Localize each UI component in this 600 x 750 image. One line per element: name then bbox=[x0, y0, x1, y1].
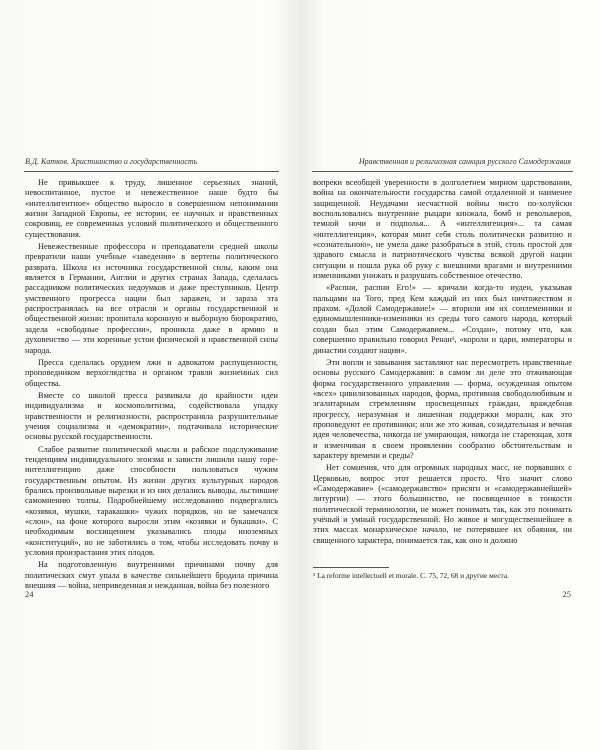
paragraph: Не привыкшее к труду, лишенное серьезных знаний, невоспитанное, пустое и невежественное наше будто бы «интеллигентное» общество выросло в совершенном непонимании жизни Западной Европы, ее истории, ее научных и нравственных сокровищ, ее современных условий политического и общественного существования. bbox=[25, 178, 278, 239]
right-body-text bbox=[313, 178, 572, 548]
paragraph: Невежественные профессора и преподаватели средней школы превратили наши учебные «заведения» в вертепы политического разврата. Школа из источника государственной силы, каким она является в Германии, Англии и других странах Запада, сделалась рассадником политических недоумков и даже преступников. Центр умственного прогресса нации был заражен, и зараза эта распространялась на все отрасли и органы государственной и общественной жизни: пропитала коронную и выборную бюрократию, задела «свободные профессии», проникла даже в армию и духовенство — эти коренные устои физической и нравственной силы народа. bbox=[25, 242, 278, 355]
paragraph: На подготовленную внутренними причинами почву для политических смут упала в качестве сильнейшего бродила причина внешняя — война, неприведенная и нежданная, война без полезного bbox=[25, 560, 278, 591]
paragraph: Слабое развитие политической мысли и рабское подслуживание тенденциям индивидуального эгоизма и зависти лишили нашу горе-интеллигенцию даже способности пользоваться чужим государственным опытом. Из жизни других культурных народов брались произвольные вырезки и из них делались выводы, льстившие самомнению толпы. Подробнейшему исследованию подвергались «козявки, мушки, таракашки» чужих порядков, но не замечался «слон», на фоне которого выросли этим «козявки и букашки». С необходимым восхищением указывались плоды иноземных «конституций», но не заботились о том, чтобы исследовать почву и условия произрастания этих плодов. bbox=[25, 444, 278, 558]
paragraph: Эти вопли и завывания заставляют нас пересмотреть нравственные основы русского Самодержавия: в самом ли деле это отживающая форма государственного управления — форма, осужденная опытом «всех» цивилизованных народов, форма, противная свободолюбивым и эгалитарным стремлениям просвещенных граждан, враждебная прогрессу, неразумная и лишенная поддержки морали, как это проповедуют ее противники; или же это живая, созидательная и вечная идея человечества, никогда не умирающая, никогда не стареющая, хотя и изменчивая в своем проявлении сообразно обстоятельствам и характеру времени и среды? bbox=[313, 357, 572, 460]
left-header-rule bbox=[24, 171, 279, 172]
paragraph: Вместе со школой пресса развивала до крайности идеи индивидуализма и космополитизма, содействовала упадку нравственности и религиозности, распространяла разрушительные учения социализма и «демократии», подтачивала исторические основы русской государственности. bbox=[25, 390, 278, 442]
left-page-number: 24 bbox=[25, 589, 34, 599]
paragraph: «Распни, распни Его!» — кричали когда-то иудеи, указывая пальцами на Того, пред Кем каждый из них был ничтожеством и прахом. «Долой Самодержавие!» — вторили им их соплеменники и единомышленники-изменники из среды того самого народа, который создан был этим Самодержавием... «Создан», потому что, как совершенно правильно говорил Ренан¹, «короли и цари, императоры и династии создают нации». bbox=[313, 283, 572, 355]
right-page bbox=[300, 0, 600, 750]
footnote-rule bbox=[313, 567, 389, 568]
right-page-number: 25 bbox=[562, 589, 571, 599]
paragraph: Пресса сделалась орудием лжи и адвокатом распущенности, проповедником верхоглядства и органом травли жизненных сил общества. bbox=[25, 357, 278, 388]
left-body-text bbox=[25, 178, 278, 593]
right-header-rule bbox=[312, 171, 573, 172]
footnote: ¹ La reforme intellectuell et morale. С. 75, 72, 68 и другие места. bbox=[313, 571, 509, 580]
left-running-head: В.Д. Катков. Христианство и государственность bbox=[25, 157, 198, 166]
paragraph: Нет сомнения, что для огромных народных масс, не порвавших с Церковью, вопрос этот решается просто. Что значит слово «Самодержавие» («самодержавство» присягн и «самодержавнейшей» литургии) — этого большинство, не посвященное в тонкости политической терминологии, не может понимать так, как это понимать учёный и умный государственной. Но живое и могущественнейшее в этих массах монархическое начало, не потерявшее их обаяния, ни священного характера, понимается так, как оно и должно bbox=[313, 463, 572, 545]
right-running-head: Нравственная и религиозная санкция русского Самодержавия bbox=[358, 157, 571, 166]
paragraph: вопреки всеобщей уверенности в долголетнем мирном царствовании, война на окончательности государства самой отдаленной и наименее защищенной. Неудачами несчастной войны чисто по-холуйски воспользовались внутренние рыцари кинжала, бомб и револьверов, темной ночи и подполья... А «интеллигенция»... та самая «интеллигенция», которая мнит себя столь политически развитою и «сознательною», не умела даже разобраться в этой, столь простой для здравого смысла и патриотического чувства всякой другой нации ситуации и пошла рука об руку с внешними врагами и внутренними изменниками унижать и разрушать собственное отечество. bbox=[313, 178, 572, 281]
